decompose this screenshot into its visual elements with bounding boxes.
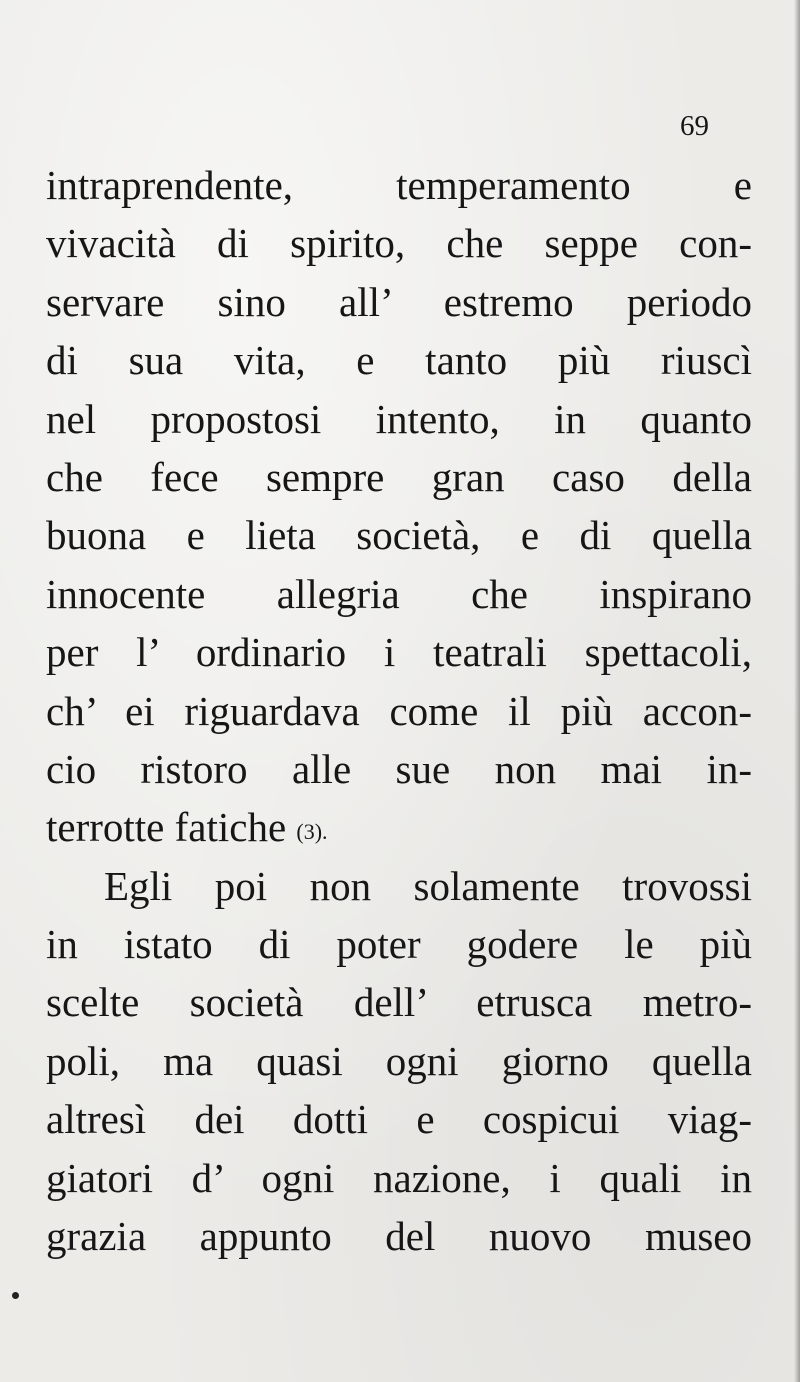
text-line: di sua vita, e tanto più riuscì [46, 337, 752, 384]
text-line: nel propostosi intento, in quanto [46, 395, 752, 442]
text-line: altresì dei dotti e cospicui viag- [46, 1096, 752, 1143]
text-line: in istato di poter godere le più [46, 921, 752, 968]
text-line: vivacità di spirito, che seppe con- [46, 220, 752, 267]
body-text [46, 156, 752, 1265]
ink-speck [12, 1292, 19, 1299]
footnote-reference: (3). [296, 819, 328, 845]
page-number: 69 [680, 110, 709, 142]
text-line: poli, ma quasi ogni giorno quella [46, 1037, 752, 1084]
text-line-content: terrotte fatiche [46, 804, 287, 851]
text-line: cio ristoro alle sue non mai in- [46, 745, 752, 792]
text-line: grazia appunto del nuovo museo [46, 1213, 752, 1260]
text-line: innocente allegria che inspirano [46, 570, 752, 617]
text-line: intraprendente, temperamento e [46, 162, 752, 208]
text-line: buona e lieta società, e di quella [46, 512, 752, 559]
text-line: servare sino all’ estremo periodo [46, 278, 752, 325]
text-line: giatori d’ ogni nazione, i quali in [46, 1154, 752, 1201]
text-line: ch’ ei riguardava come il più accon- [46, 687, 752, 734]
text-line: per l’ ordinario i teatrali spettacoli, [46, 629, 752, 676]
page-edge-shadow [794, 0, 800, 1382]
text-line: scelte società dell’ etrusca metro- [46, 979, 752, 1026]
paragraph-end-line [46, 798, 752, 856]
text-line: che fece sempre gran caso della [46, 453, 752, 500]
paragraph-start-line: Egli poi non solamente trovossi [104, 862, 752, 909]
